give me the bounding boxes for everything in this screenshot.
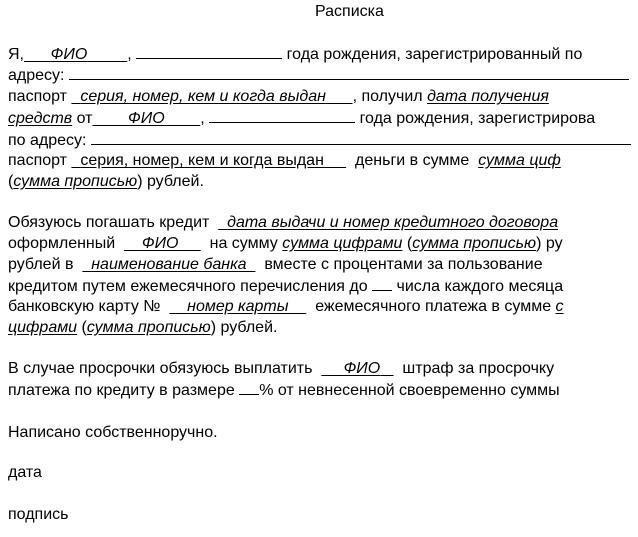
text: (: [8, 173, 14, 190]
line-2: [8, 65, 629, 85]
line-18: [8, 505, 68, 525]
field-sum-words: сумма прописью: [412, 235, 537, 252]
text: штраф за просрочку: [402, 360, 555, 377]
field-sum-words: сумма прописью: [13, 173, 138, 190]
line-15: [8, 380, 560, 400]
field-sum-digits: с: [555, 298, 564, 315]
text: года рождения, зарегистрирова: [359, 110, 596, 127]
text: % от невнесенной своевременно суммы: [259, 382, 560, 399]
field-bank-name: наименование банка: [91, 256, 247, 273]
text: паспорт: [8, 152, 67, 169]
blank-address: [69, 65, 629, 80]
line-14: [8, 359, 554, 379]
blank-birth-year: [209, 108, 355, 123]
text: на сумму: [209, 235, 278, 252]
text: ,: [127, 46, 132, 63]
line-12: [8, 297, 564, 317]
line-9: [8, 234, 563, 254]
text: (: [81, 319, 87, 336]
text: вместе с процентами за пользование: [264, 256, 543, 273]
blank-birth-year: [136, 44, 282, 59]
signature-label: подпись: [8, 506, 69, 523]
text: деньги в сумме: [355, 152, 470, 169]
field-sum-digits: сумма цифрами: [282, 235, 403, 252]
field-fio: ФИО: [141, 235, 179, 252]
text: года рождения, зарегистрированный по: [286, 46, 583, 63]
document-title: Расписка: [315, 3, 384, 20]
line-10: [8, 255, 543, 275]
blank-day: [372, 276, 392, 291]
line-3: [8, 87, 549, 107]
text: банковскую карту №: [8, 298, 161, 315]
field-card-number: номер карты: [187, 298, 289, 315]
field-fio: ФИО: [50, 46, 88, 63]
text: по адресу:: [8, 132, 87, 149]
line-4: [8, 108, 595, 128]
text: (: [406, 235, 413, 252]
blank-percent: [239, 380, 259, 395]
line-13: [8, 318, 277, 338]
line-8: [8, 213, 558, 233]
field-passport: серия, номер, кем и когда выдан: [80, 88, 326, 105]
text: Я,: [8, 46, 24, 63]
line-1: [8, 44, 582, 64]
text: ,: [200, 110, 205, 127]
blank-address: [91, 130, 631, 145]
text: паспорт: [8, 88, 67, 105]
line-6: [8, 151, 561, 171]
date-label: дата: [8, 464, 42, 481]
field-sum-digits: цифрами: [8, 319, 78, 336]
text: , получил: [352, 88, 423, 105]
field-receive-date: дата получения: [427, 88, 549, 105]
text: от: [76, 110, 93, 127]
text: платежа по кредиту в размере: [8, 382, 235, 399]
field-fio: ФИО: [343, 360, 381, 377]
text: рублей в: [8, 256, 74, 273]
text: адресу:: [8, 67, 65, 84]
line-11: [8, 276, 563, 296]
field-sum-digits: сумма циф: [478, 152, 561, 169]
line-5: [8, 130, 631, 150]
field-passport: серия, номер, кем и когда выдан: [80, 152, 324, 169]
line-16: [8, 423, 218, 443]
field-credit-date: дата выдачи и номер кредитного договора: [227, 214, 559, 231]
line-7: [8, 172, 204, 192]
text: ежемесячного платежа в сумме: [315, 298, 552, 315]
text: оформленный: [8, 235, 116, 252]
field-fio: ФИО: [128, 110, 165, 127]
field-sum-words: сумма прописью: [86, 319, 211, 336]
text: В случае просрочки обязуюсь выплатить: [8, 360, 313, 377]
text: кредитом путем ежемесячного перечисления до: [8, 278, 368, 295]
text: числа каждого месяца: [396, 278, 564, 295]
text: ) рублей.: [210, 319, 278, 336]
field-funds: средств: [8, 110, 73, 127]
line-17: [8, 463, 42, 483]
handwritten-note: Написано собственноручно.: [8, 424, 218, 441]
text: Обязуюсь погашать кредит: [8, 214, 210, 231]
text: ) рублей.: [137, 173, 204, 190]
text: ) ру: [536, 235, 563, 252]
